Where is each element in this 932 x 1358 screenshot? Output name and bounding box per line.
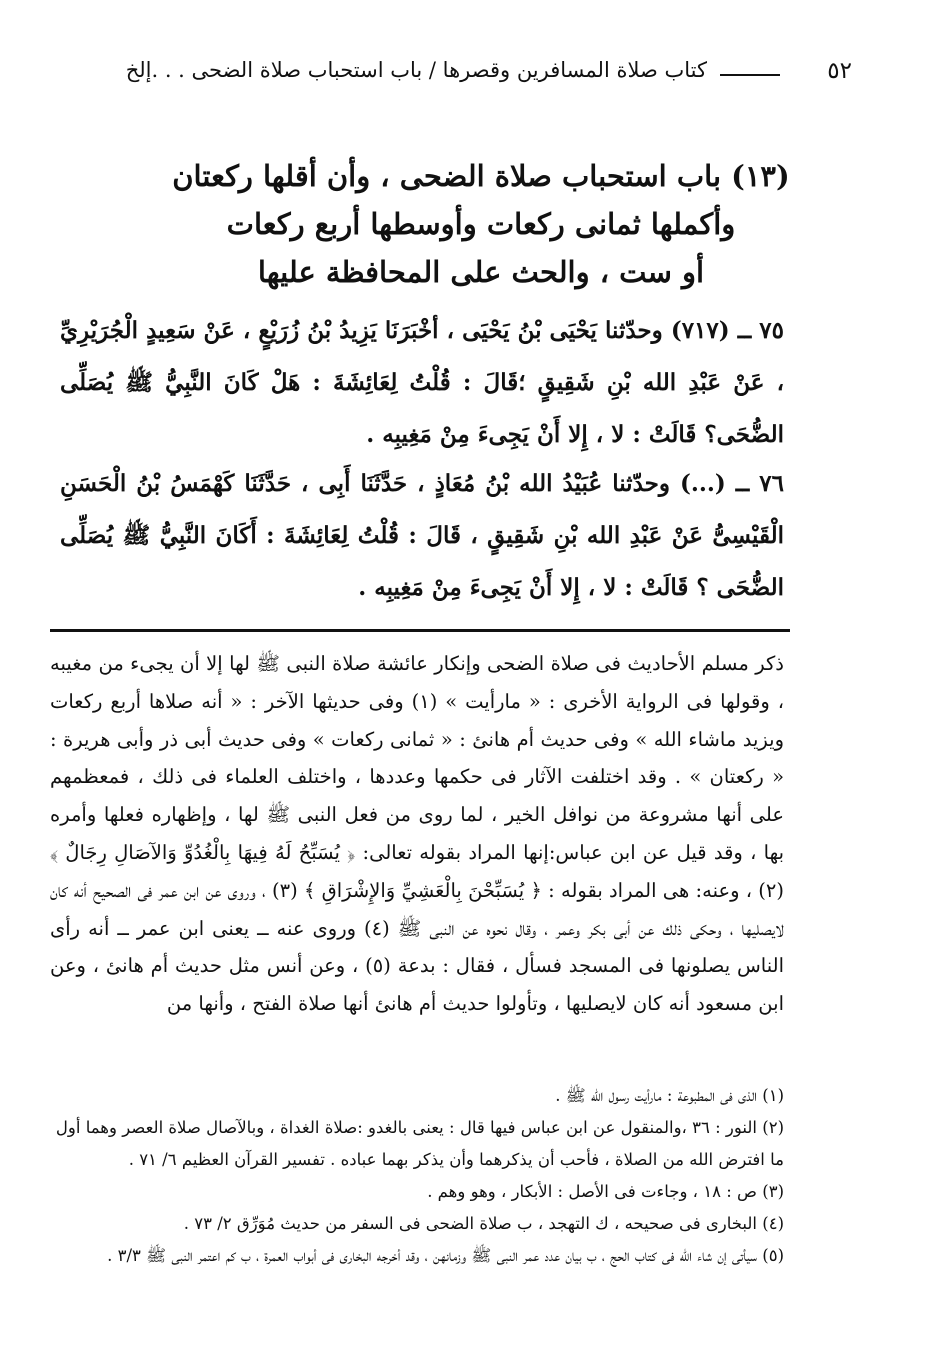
chapter-title-line: أو ست ، والحث على المحافظة عليها bbox=[257, 255, 705, 289]
chapter-title bbox=[120, 152, 842, 296]
footnote-2: (٢) النور : ٣٦ ،والمنقول عن ابن عباس فيها قال : يعنى بالغدو :صلاة الغداة ، وبالآصال صلاة العصر وهما أول ما افترض الله من الصلاة ، فأحب أن يذكرهما وأن يذكر بهما عباده . تفسير القرآن العظيم ٦/ ٧١ . bbox=[55, 1118, 784, 1169]
chapter-title-line: وأكملها ثمانى ركعات وأوسطها أربع ركعات bbox=[226, 207, 736, 241]
footnotes bbox=[50, 1080, 784, 1272]
chapter-title-line: (١٣) باب استحباب صلاة الضحى ، وأن أقلها ركعتان bbox=[172, 159, 790, 193]
running-title: كتاب صلاة المسافرين وقصرها / باب استحباب صلاة الضحى . . .إلخ bbox=[125, 58, 707, 82]
hadith-76: ٧٦ ــ (...) وحدّثنا عُبَيْدُ الله بْنُ مُعَاذٍ ، حَدَّثَنَا أَبِى ، حَدَّثَنَا كَهْمَسُ بْنُ الْحَسَنِ الْقَيْسِىُّ عَنْ عَبْدِ الله بْنِ شَقِيقٍ ، قَالَ : قُلْتُ لِعَائِشَةَ : أَكَانَ النَّبِيُّ ﷺ يُصَلِّى الضُّحَى ؟ قَالَتْ : لا ، إِلا أَنْ يَجِىءَ مِنْ مَغِيبِه . bbox=[60, 470, 784, 601]
page-number: ٥٢ bbox=[827, 58, 852, 84]
footnote-3: (٣) ص : ١٨ ، وجاءت فى الأصل : الأبكار ، وهو وهم . bbox=[427, 1182, 784, 1201]
header-rule bbox=[720, 74, 780, 76]
page-header bbox=[50, 58, 872, 88]
hadith-75: ٧٥ ــ (٧١٧) وحدّثنا يَحْيَى بْنُ يَحْيَى ، أخْبَرَنَا يَزِيدُ بْنُ زُرَيْعٍ ، عَنْ سَعِيدٍ الْجُرَيْرِيِّ ، عَنْ عَبْدِ الله بْنِ شَقِيقٍ ؛قَالَ : قُلْتُ لِعَائِشَةَ : هَلْ كَانَ النَّبِيُّ ﷺ يُصَلِّى الضُّحَى؟ قَالَتْ : لا ، إِلا أَنْ يَجِىءَ مِنْ مَغِيبِه . bbox=[60, 317, 784, 448]
footnote-4: (٤) البخارى فى صحيحه ، ك التهجد ، ب صلاة الضحى فى السفر من حديث مُوَرِّق ٢/ ٧٣ . bbox=[183, 1214, 784, 1233]
footnote-1: (١) الذى فى المطبوعة : مارأيت رسول الله ﷺ . bbox=[555, 1086, 784, 1105]
footnote-5: (٥) سيأتى إن شاء الله فى كتاب الحج ، ب بيان عدد عمر النبى ﷺ وزمانهن ، وقد أخرجه البخارى فى أبواب العمرة ، ب كم اعتمر النبى ﷺ ٣/٣ . bbox=[107, 1246, 784, 1265]
commentary-text: ذكر مسلم الأحاديث فى صلاة الضحى وإنكار عائشة صلاة النبى ﷺ لها إلا أن يجىء من مغيبه ، وقولها فى الرواية الأخرى : « مارأيت » (١) وفى حديثها الآخر : « أنه صلاها أربع ركعات ويزيد ماشاء الله » وفى حديث أم هانئ : « ثمانى ركعات » وفى حديث أبى ذر وأبى هريرة : « ركعتان » . وقد اختلفت الآثار فى حكمها وعددها ، واختلف العلماء فى ذلك ، فمعظمهم على أنها مشروعة من نوافل الخير ، لما روى من فعل النبى ﷺ لها ، وإظهاره فعلها وأمره بها ، وقد قيل عن ابن عباس:إنها المراد بقوله تعالى: ﴿ يُسَبِّحُ لَهُ فِيهَا بِالْغُدُوِّ وَالآصَالِ رِجَالٌ ﴾ (٢) ، وعنه: هى المراد بقوله : ﴿ يُسَبِّحْنَ بِالْعَشِيِّ وَالإِشْرَاقِ ﴾ (٣) ، وروى عن ابن عمر فى الصحيح أنه كان لايصليها ، وحكى ذلك عن أبى بكر وعمر ، وقال نحوه عن النبى ﷺ (٤) وروى عنه ــ يعنى ابن عمر ــ أنه رأى الناس يصلونها فى المسجد فسأل ، فقال : بدعة (٥) ، وعن أنس مثل حديث أم هانئ ، وعن ابن مسعود أنه كان لايصليها ، وتأولوا حديث أم هانئ أنها صلاة الفتح ، وأنها من bbox=[50, 652, 785, 1016]
section-divider bbox=[50, 629, 790, 632]
